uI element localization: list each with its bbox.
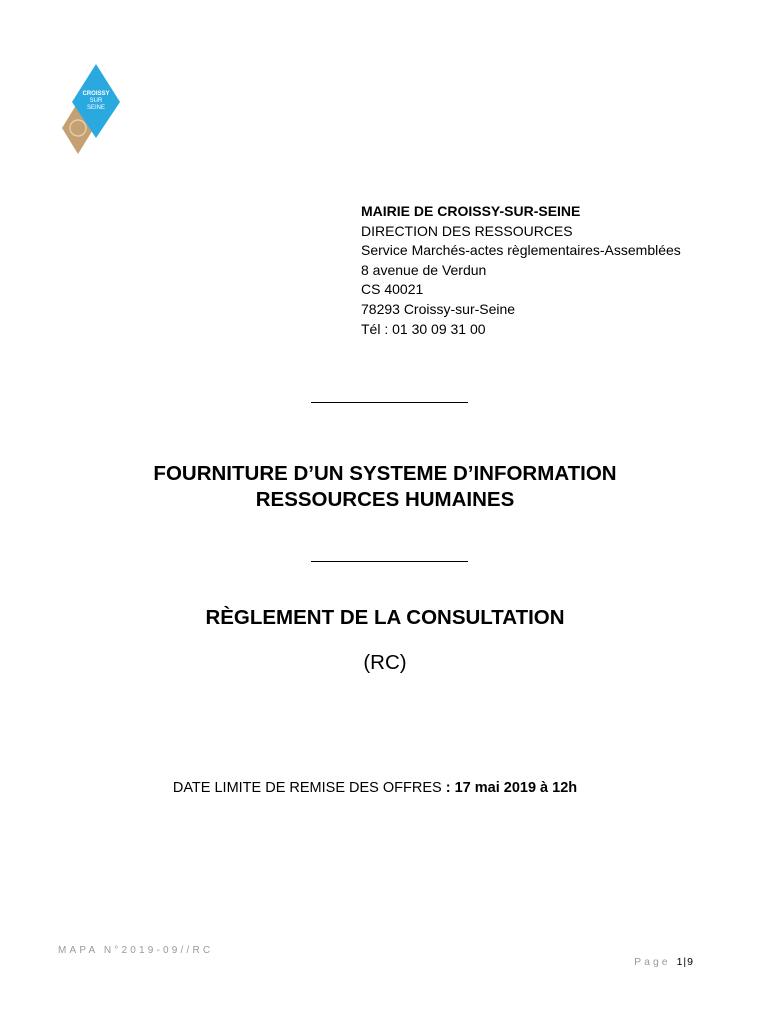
submission-deadline (0, 780, 750, 796)
organization-name: MAIRIE DE CROISSY-SUR-SEINE (361, 203, 581, 219)
address-line: 8 avenue de Verdun (361, 261, 487, 278)
address-line: 78293 Croissy-sur-Seine (361, 300, 516, 317)
sender-address-block (361, 202, 681, 339)
address-line: DIRECTION DES RESSOURCES (361, 222, 573, 239)
address-line: CS 40021 (361, 281, 424, 298)
document-title-line-2: RESSOURCES HUMAINES (255, 488, 515, 511)
footer-page-indicator (634, 956, 694, 968)
address-line: Service Marchés-actes règlementaires-Assemblées (361, 242, 681, 259)
footer-reference: MAPA N°2019-09//RC (58, 945, 214, 956)
document-type-abbreviation: (RC) (363, 651, 407, 674)
croissy-logo (58, 62, 124, 156)
logo-text-line-3: SEINE (86, 105, 106, 111)
page-label: Page (634, 956, 677, 968)
deadline-separator: : (441, 780, 455, 796)
divider-bottom (311, 561, 468, 562)
document-title-line-1: FOURNITURE D’UN SYSTEME D’INFORMATION (153, 462, 617, 485)
page-number: 1|9 (676, 956, 694, 968)
logo-text-line-1: CROISSY (82, 91, 110, 97)
deadline-label: DATE LIMITE DE REMISE DES OFFRES (172, 780, 442, 796)
document-type-heading: RÈGLEMENT DE LA CONSULTATION (205, 606, 565, 629)
logo-text-line-2: SUR (89, 98, 103, 104)
deadline-value: 17 mai 2019 à 12h (454, 780, 578, 796)
divider-top (311, 402, 468, 403)
address-line: Tél : 01 30 09 31 00 (361, 320, 486, 337)
